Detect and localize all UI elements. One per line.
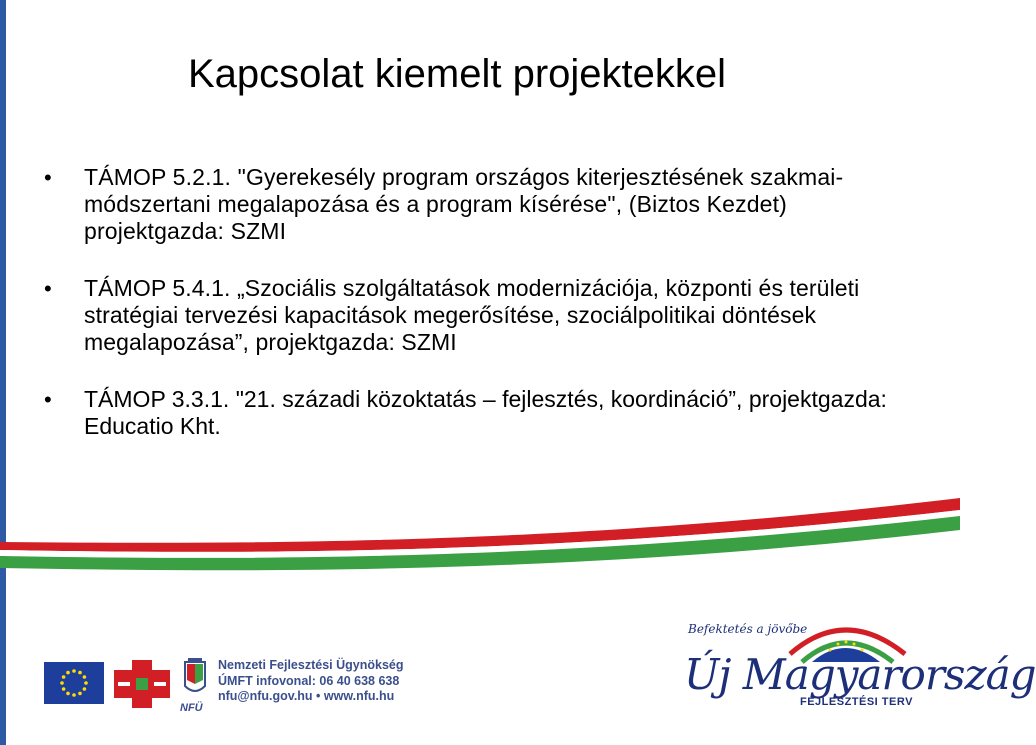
- left-accent-bar: [0, 0, 6, 745]
- eu-flag-logo: [44, 662, 104, 704]
- bullet-item-tamop-541: [40, 275, 930, 356]
- tricolor-swoosh-decoration: [0, 480, 960, 590]
- bullet-item-tamop-521: [40, 164, 930, 245]
- bullet-marker: •: [44, 387, 52, 412]
- nfu-contact-block: [218, 658, 428, 705]
- nfu-contact: nfu@nfu.gov.hu • www.nfu.hu: [218, 689, 395, 703]
- bullet-marker: •: [44, 276, 52, 301]
- slide-title: Kapcsolat kiemelt projektekkel: [188, 52, 727, 96]
- bullet-item-tamop-331: [40, 386, 930, 440]
- bullet-text: TÁMOP 5.4.1. „Szociális szolgáltatások modernizációja, központi és területi stratégiai tervezési kapacitások megerősítése, szociálpolitikai döntések megalapozása”, projektgazda: SZMI: [84, 275, 860, 355]
- bullet-marker: •: [44, 165, 52, 190]
- red-cross-logo: [114, 660, 170, 708]
- uj-name: Új Magyarország: [684, 650, 1036, 699]
- nfu-infovonal: ÚMFT infovonal: 06 40 638 638: [218, 673, 400, 688]
- bullet-text: TÁMOP 3.3.1. "21. századi közoktatás – fejlesztés, koordináció”, projektgazda: Educatio Kht.: [84, 386, 887, 439]
- bullet-list: [40, 164, 930, 470]
- bullet-text: TÁMOP 5.2.1. "Gyerekesély program országos kiterjesztésének szakmai-módszertani megalapozása és a program kísérése", (Biztos Kezdet) projektgazda: SZMI: [84, 164, 844, 244]
- nfu-abbr: NFÜ: [180, 702, 203, 714]
- uj-tagline: Befektetés a jövőbe: [688, 622, 808, 636]
- uj-subtitle: FEJLESZTÉSI TERV: [800, 696, 913, 708]
- nfu-name: Nemzeti Fejlesztési Ügynökség: [218, 658, 404, 672]
